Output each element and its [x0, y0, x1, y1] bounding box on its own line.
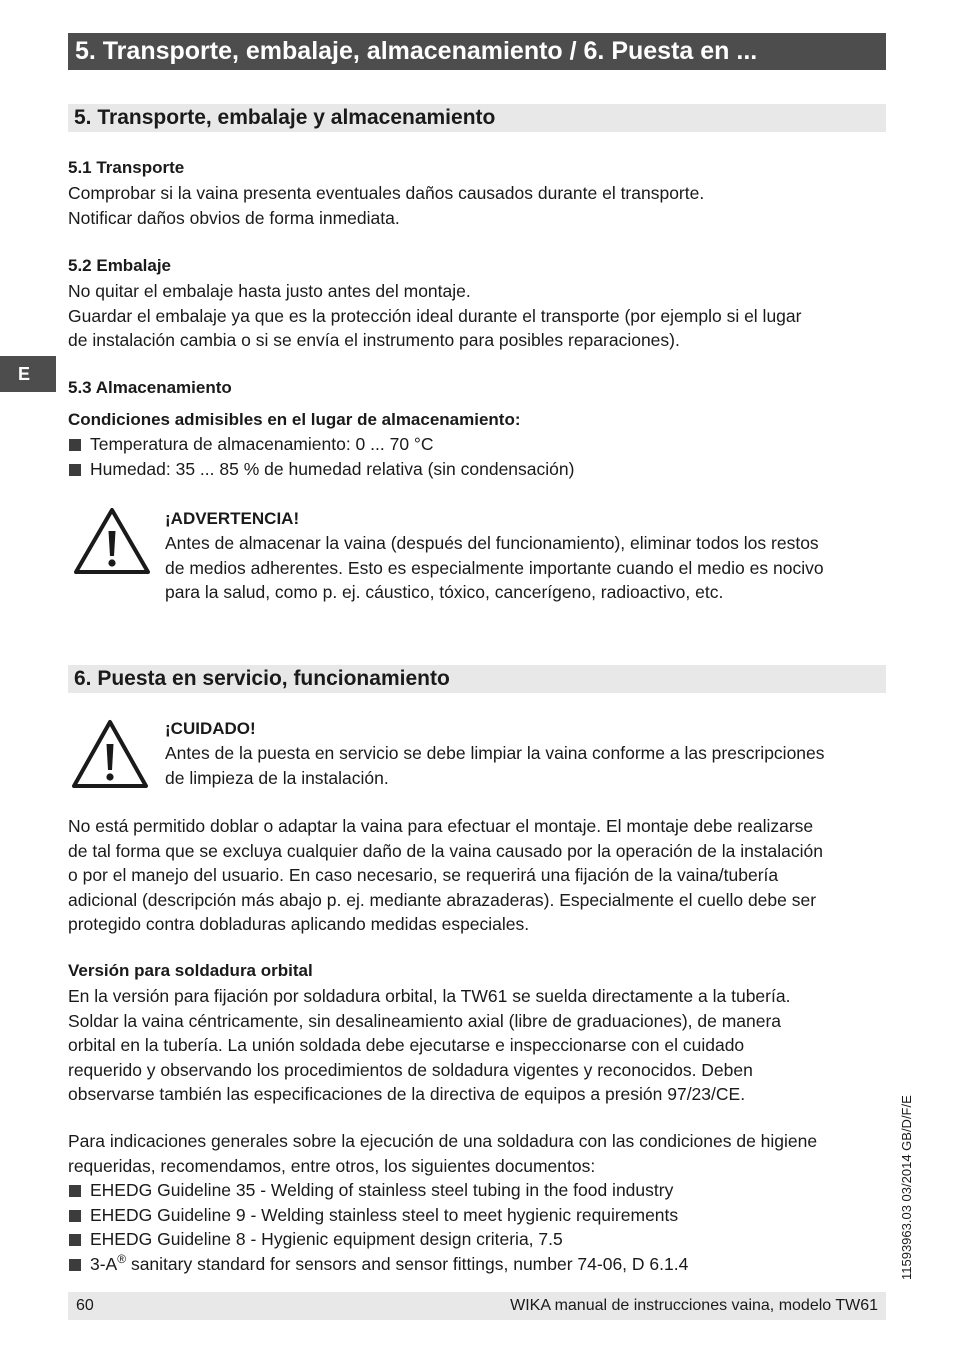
- subsection-5-2-title: 5.2 Embalaje: [68, 256, 172, 275]
- subsection-5-2-text: [68, 279, 801, 353]
- warning-title: ¡ADVERTENCIA!: [165, 509, 300, 528]
- subsection-5-1-text: [68, 181, 704, 230]
- text-line: requerido y observando los procedimientos de soldadura vigentes y reconocidos. Deben: [68, 1059, 753, 1080]
- subsection-5-3-title: 5.3 Almacenamiento: [68, 378, 232, 397]
- warning-text: [165, 531, 824, 605]
- doc4-prefix: 3-A: [90, 1253, 118, 1274]
- text-line: Para indicaciones generales sobre la ejecución de una soldadura con las condiciones de higiene: [68, 1131, 818, 1151]
- text-line: de limpieza de la instalación.: [165, 767, 389, 788]
- document-code: 11593963.03 03/2014 GB/D/F/E: [899, 1095, 914, 1280]
- doc4-text: sanitary standard for sensors and sensor fittings, number 74-06, D 6.1.4: [126, 1253, 689, 1274]
- text-line: o por el manejo del usuario. En caso necesario, se requerirá una fijación de la vaina/tubería: [68, 865, 779, 885]
- text-line: Guardar el embalaje ya que es la protección ideal durante el transporte (por ejemplo si el lugar: [68, 305, 802, 326]
- text-line: Antes de la puesta en servicio se debe limpiar la vaina conforme a las prescripciones: [165, 743, 825, 763]
- list-item: Temperatura de almacenamiento: 0 ... 70 °C: [68, 432, 574, 457]
- footer-text: WIKA manual de instrucciones vaina, modelo TW61: [510, 1297, 878, 1314]
- text-line: No está permitido doblar o adaptar la vaina para efectuar el montaje. El montaje debe realizarse: [68, 816, 814, 836]
- list-item: EHEDG Guideline 35 - Welding of stainless steel tubing in the food industry: [68, 1178, 817, 1203]
- list-item: [68, 1252, 817, 1277]
- page-number: 60: [76, 1297, 94, 1314]
- orbital-paragraph: [68, 984, 790, 1107]
- list-item: EHEDG Guideline 9 - Welding stainless steel to meet hygienic requirements: [68, 1203, 817, 1228]
- text-line: En la versión para fijación por soldadura orbital, la TW61 se suelda directamente a la tubería.: [68, 986, 791, 1006]
- warning-triangle-icon: [73, 507, 151, 575]
- text-line: de medios adherentes. Esto es especialmente importante cuando el medio es nocivo: [165, 557, 824, 578]
- conditions-list: [68, 432, 574, 481]
- orbital-title: Versión para soldadura orbital: [68, 961, 313, 980]
- registered-mark: ®: [117, 1251, 127, 1266]
- text-line: No quitar el embalaje hasta justo antes del montaje.: [68, 281, 471, 301]
- section-5-title: 5. Transporte, embalaje y almacenamiento: [68, 104, 886, 132]
- text-line: protegido contra dobladuras aplicando medidas especiales.: [68, 914, 530, 934]
- language-tab: E: [0, 356, 56, 392]
- subsection-5-1-title: 5.1 Transporte: [68, 158, 185, 177]
- text-line: Soldar la vaina céntricamente, sin desalineamiento axial (libre de graduaciones), de manera: [68, 1010, 782, 1031]
- page-title: 5. Transporte, embalaje, almacenamiento / 6. Puesta en ...: [68, 33, 886, 70]
- text-line: de tal forma que se excluya cualquier daño de la vaina causado por la operación de la instalación: [68, 840, 823, 861]
- section-6-title: 6. Puesta en servicio, funcionamiento: [68, 665, 886, 693]
- conditions-title: Condiciones admisibles en el lugar de almacenamiento:: [68, 410, 521, 429]
- text-line: requeridas, recomendamos, entre otros, los siguientes documentos:: [68, 1155, 596, 1176]
- mounting-paragraph: [68, 814, 823, 937]
- text-line: adicional (descripción más abajo p. ej. mediante abrazaderas). Especialmente el cuello debe ser: [68, 889, 817, 910]
- text-line: Notificar daños obvios de forma inmediata.: [68, 207, 400, 228]
- caution-triangle-icon: [71, 719, 149, 789]
- text-line: Comprobar si la vaina presenta eventuales daños causados durante el transporte.: [68, 183, 705, 203]
- list-item: EHEDG Guideline 8 - Hygienic equipment design criteria, 7.5: [68, 1227, 817, 1252]
- page-footer: [68, 1292, 886, 1320]
- text-line: Antes de almacenar la vaina (después del funcionamiento), eliminar todos los restos: [165, 533, 819, 553]
- caution-text: [165, 741, 825, 790]
- caution-title: ¡CUIDADO!: [165, 719, 256, 738]
- general-paragraph: [68, 1129, 817, 1276]
- text-line: de instalación cambia o si se envía el instrumento para posibles reparaciones).: [68, 330, 680, 350]
- text-line: orbital en la tubería. La unión soldada debe ejecutarse e inspeccionarse con el cuidado: [68, 1035, 745, 1055]
- text-line: para la salud, como p. ej. cáustico, tóxico, cancerígeno, radioactivo, etc.: [165, 582, 724, 602]
- text-line: observarse también las especificaciones de la directiva de equipos a presión 97/23/CE.: [68, 1084, 746, 1104]
- list-item: Humedad: 35 ... 85 % de humedad relativa (sin condensación): [68, 457, 574, 482]
